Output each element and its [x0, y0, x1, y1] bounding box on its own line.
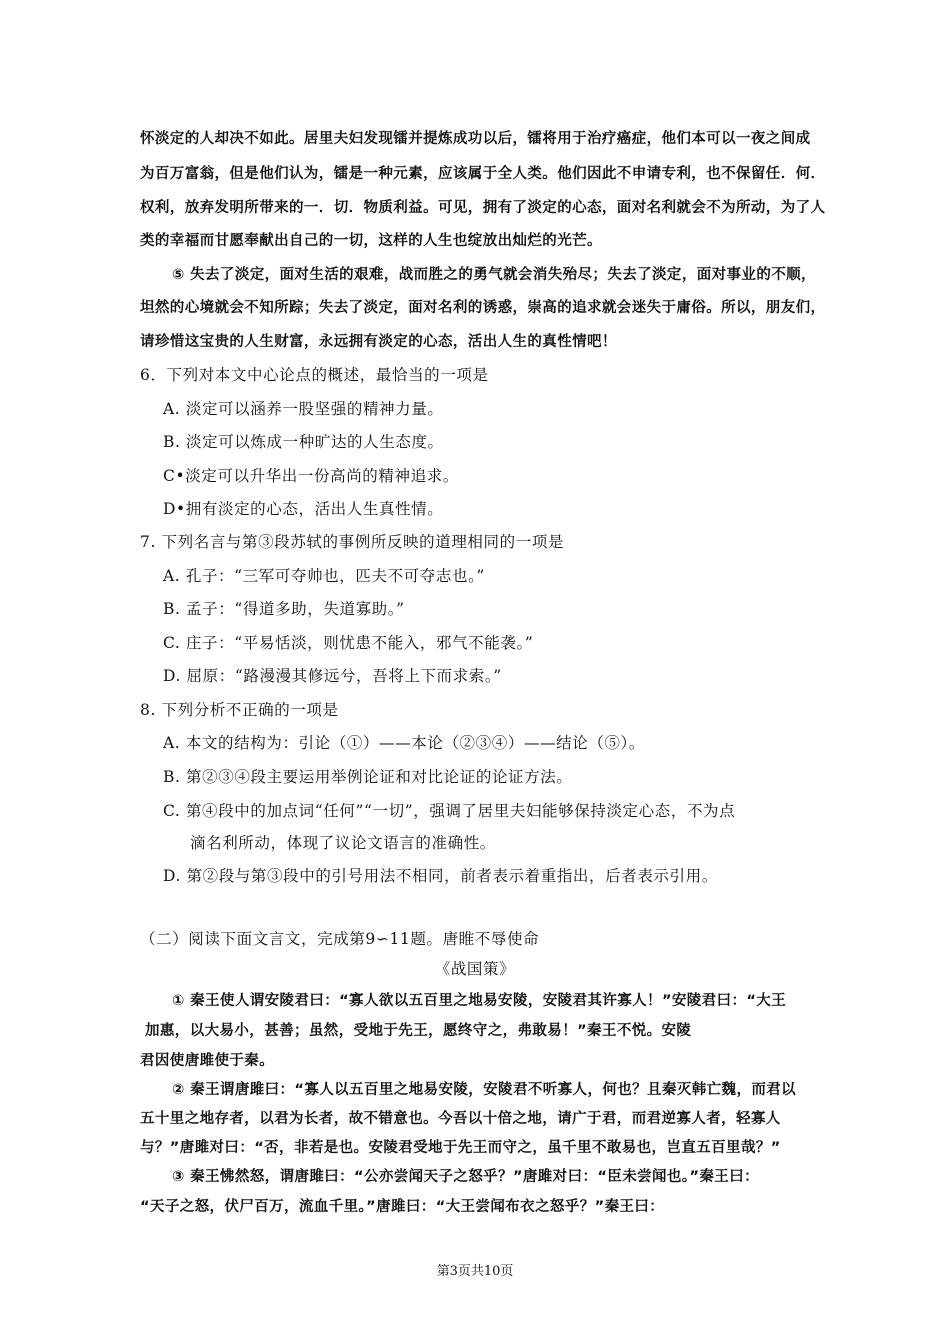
section-2-source: 《战国策》	[434, 960, 516, 978]
question-6-option-a: A. 淡定可以涵养一股坚强的精神力量。	[163, 400, 444, 418]
classical-text-line: ② 秦王谓唐雎曰：“寡人以五百里之地易安陵，安陵君不听寡人，何也？且秦灭韩亡魏，而君以	[172, 1082, 797, 1098]
passage-line: ⑤ 失去了淡定，面对生活的艰难，战而胜之的勇气就会消失殆尽；失去了淡定，面对事业的不顺，	[172, 267, 816, 283]
question-7-option-a: A. 孔子：“三军可夺帅也，匹夫不可夺志也。”	[163, 567, 485, 585]
classical-text-line: 与？”唐雎对曰：“否，非若是也。安陵君受地于先王而守之，虽千里不敢易也，岂直五百里哉？”	[140, 1140, 781, 1156]
question-7-option-b: B. 孟子：“得道多助，失道寡助。”	[163, 600, 405, 618]
question-8-option-d: D. 第②段与第③段中的引号用法不相同，前者表示着重指出，后者表示引用。	[163, 867, 718, 885]
passage-line: 权利，放弃发明所带来的一．切．物质利益。可见，拥有了淡定的心态，面对名利就会不为所动，为了人	[140, 200, 826, 216]
question-8-option-c-cont: 滴名利所动，体现了议论文语言的准确性。	[190, 834, 496, 852]
question-6-option-d: D•拥有淡定的心态，活出人生真性情。	[163, 500, 444, 518]
classical-text-line: 加惠，以大易小，甚善；虽然，受地于先王，愿终守之，弗敢易！”秦王不悦。安陵	[145, 1023, 692, 1039]
classical-text-line: ① 秦王使人谓安陵君曰：“寡人欲以五百里之地易安陵，安陵君其许寡人！”安陵君曰：“大王	[172, 993, 787, 1009]
question-7-option-c: C. 庄子：“平易恬淡，则忧患不能入，邪气不能袭。”	[163, 634, 534, 652]
question-8-option-a: A. 本文的结构为：引论（①）——本论（②③④）——结论（⑤）。	[163, 734, 645, 752]
section-2-heading: （二）阅读下面文言文，完成第9∽11题。唐睢不辱使命	[140, 930, 540, 948]
question-6-option-b: B. 淡定可以炼成一种旷达的人生态度。	[163, 433, 444, 451]
question-8-option-c: C. 第④段中的加点词“任何”“一切”，强调了居里夫妇能够保持淡定心态，不为点	[163, 802, 736, 820]
passage-line: 怀淡定的人却决不如此。居里夫妇发现镭并提炼成功以后，镭将用于治疗癌症，他们本可以一夜之间成	[140, 131, 811, 147]
passage-line: 请珍惜这宝贵的人生财富，永远拥有淡定的心态，活出人生的真性情吧！	[140, 334, 617, 350]
classical-text-line: 君因使唐雎使于秦。	[140, 1053, 275, 1069]
passage-line: 坦然的心境就会不知所踪；失去了淡定，面对名利的诱惑，崇高的追求就会迷失于庸俗。所以，朋友们，	[140, 300, 826, 316]
classical-text-line: 五十里之地存者，以君为长者，故不错意也。今吾以十倍之地，请广于君，而君逆寡人者，轻寡人	[140, 1111, 781, 1127]
question-8-option-b: B. 第②③④段主要运用举例论证和对比论证的论证方法。	[163, 768, 573, 786]
question-7-stem: 7. 下列名言与第③段苏轼的事例所反映的道理相同的一项是	[140, 533, 565, 551]
passage-line: 为百万富翁，但是他们认为，镭是一种元素，应该属于全人类。他们因此不申请专利，也不保留任．何．	[140, 166, 826, 182]
question-6-stem: 6．下列对本文中心论点的概述，最恰当的一项是	[140, 366, 489, 384]
classical-text-line: ③ 秦王怫然怒，谓唐雎曰：“公亦尝闻天子之怒乎？”唐雎对曰：“臣未尝闻也。”秦王曰：	[172, 1169, 759, 1185]
question-7-option-d: D. 屈原：“路漫漫其修远兮，吾将上下而求索。”	[163, 667, 502, 685]
passage-line: 类的幸福而甘愿奉献出自己的一切，这样的人生也绽放出灿烂的光芒。	[140, 233, 602, 249]
page-number: 第3页共10页	[436, 1264, 514, 1279]
question-8-stem: 8. 下列分析不正确的一项是	[140, 701, 339, 719]
question-6-option-c: C•淡定可以升华出一份高尚的精神追求。	[163, 467, 459, 485]
classical-text-line: “天子之怒，伏尸百万，流血千里。”唐雎曰：“大王尝闻布衣之怒乎？”秦王曰：	[140, 1199, 665, 1215]
